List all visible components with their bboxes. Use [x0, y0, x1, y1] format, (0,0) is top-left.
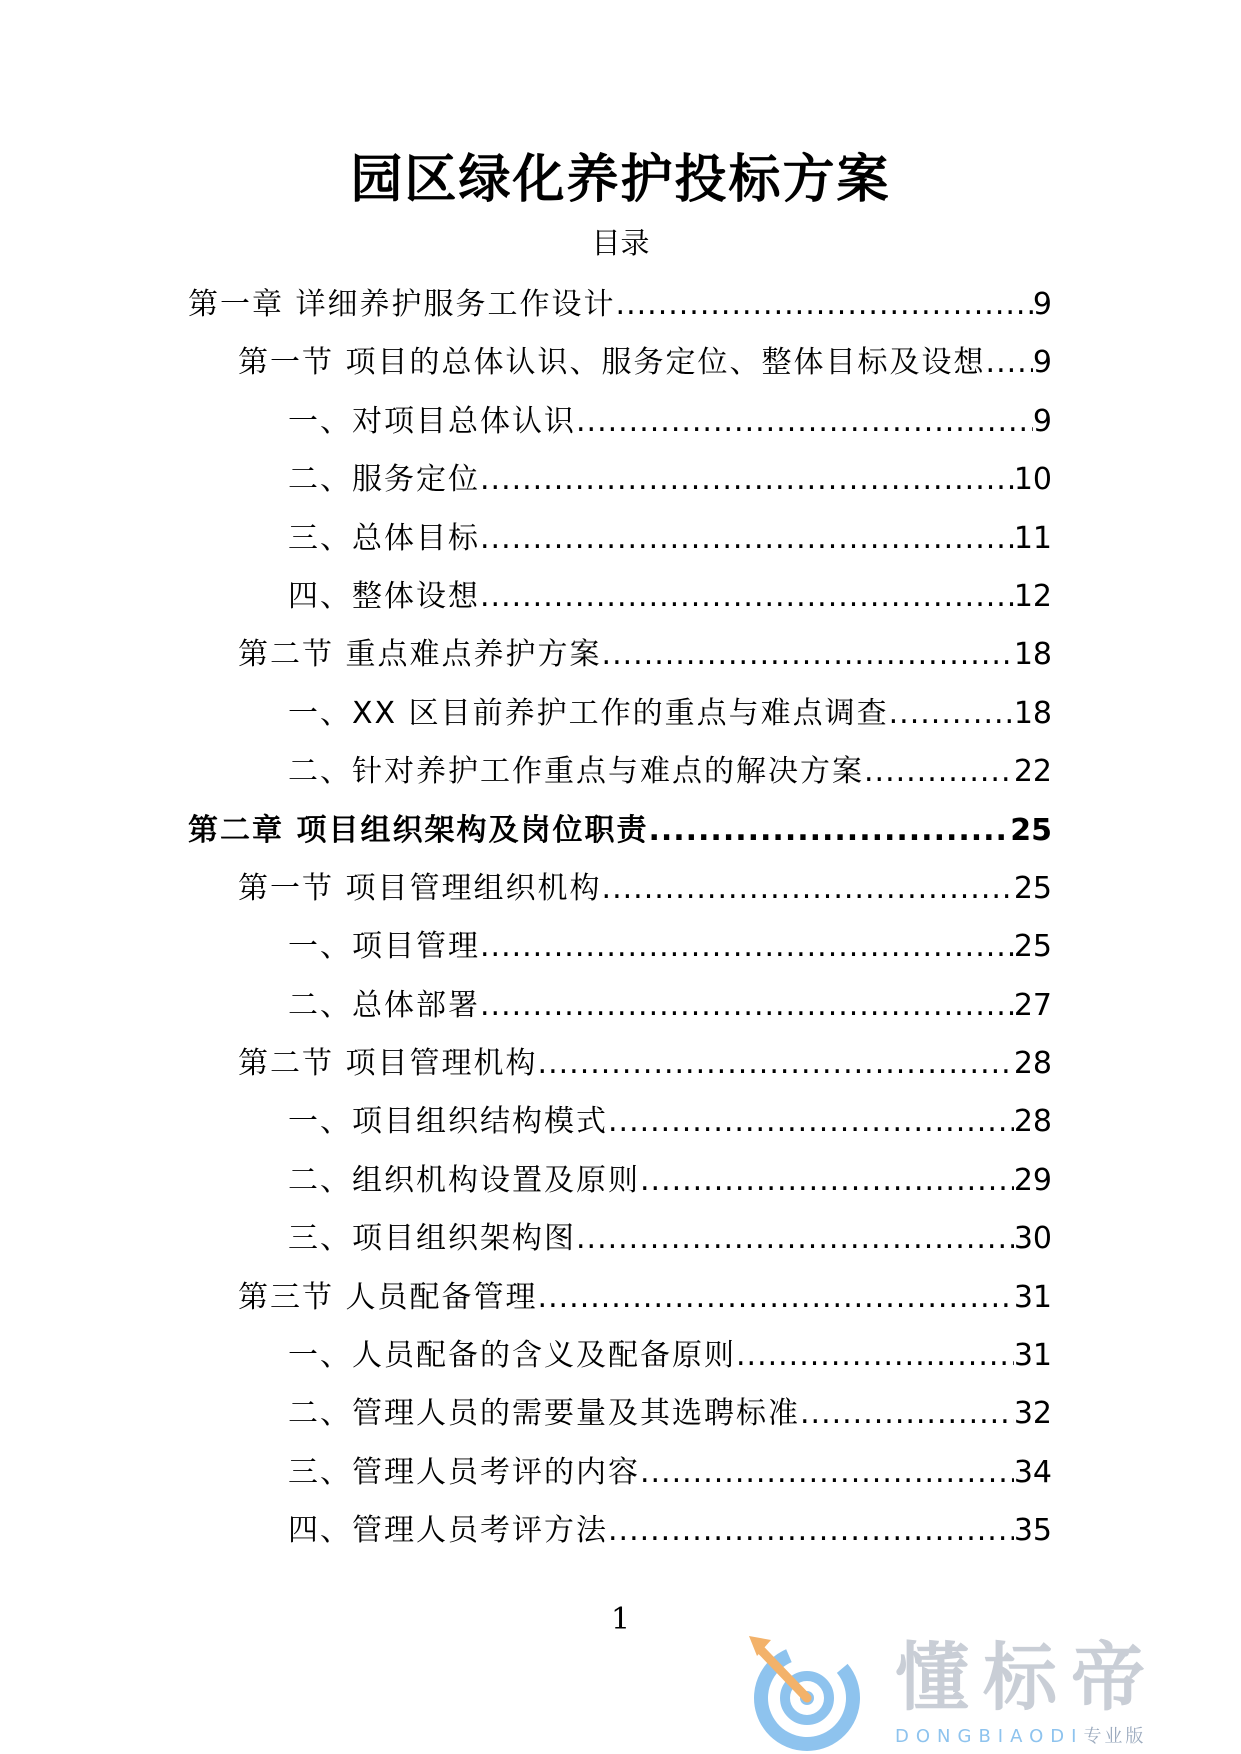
- toc-entry-label: 三、项目组织架构图: [288, 1221, 576, 1257]
- toc-entry-label: 二、管理人员的需要量及其选聘标准: [288, 1396, 800, 1432]
- toc-entry-page: 27: [1013, 987, 1052, 1023]
- toc-leader-dots: [602, 860, 1014, 918]
- toc-entry-page: 32: [1013, 1396, 1052, 1432]
- toc-entry-page: 35: [1013, 1513, 1052, 1549]
- toc-entry[interactable]: [0, 451, 1241, 509]
- toc-entry-label: 第三节 人员配备管理: [238, 1279, 538, 1315]
- toc-entry-label: 一、人员配备的含义及配备原则: [288, 1338, 736, 1374]
- toc-entry-page: 29: [1013, 1162, 1052, 1198]
- toc-leader-dots: [538, 1269, 1014, 1327]
- toc-entry[interactable]: [0, 1444, 1241, 1502]
- toc-entry-label: 一、项目组织结构模式: [288, 1104, 608, 1140]
- toc-entry-page: 34: [1013, 1454, 1052, 1490]
- toc-entry-label: 一、项目管理: [288, 929, 480, 965]
- toc-entry[interactable]: [0, 1327, 1241, 1385]
- toc-leader-dots: [480, 918, 1014, 976]
- toc-leader-dots: [640, 1152, 1014, 1210]
- toc-leader-dots: [864, 743, 1014, 801]
- toc-leader-dots: [648, 802, 1010, 860]
- toc-entry-label: 第一节 项目管理组织机构: [238, 870, 602, 906]
- watermark-name: 懂标帝: [895, 1635, 1159, 1721]
- toc-entry-label: 第二节 重点难点养护方案: [238, 637, 602, 673]
- toc-entry[interactable]: [0, 802, 1241, 860]
- toc-entry-label: 四、整体设想: [288, 578, 480, 614]
- toc-entry-page: 18: [1013, 695, 1052, 731]
- toc-entry[interactable]: [0, 1385, 1241, 1443]
- toc-leader-dots: [640, 1444, 1014, 1502]
- toc-entry-page: 28: [1013, 1046, 1052, 1082]
- toc-entry-label: 第二章 项目组织架构及岗位职责: [188, 812, 649, 848]
- toc-leader-dots: [608, 1502, 1014, 1560]
- toc-entry-page: 28: [1013, 1104, 1052, 1140]
- toc-entry[interactable]: [0, 1035, 1241, 1093]
- toc-entry-label: 二、组织机构设置及原则: [288, 1162, 640, 1198]
- toc-entry-page: 31: [1013, 1279, 1052, 1315]
- toc-entry[interactable]: [0, 1269, 1241, 1327]
- toc-leader-dots: [889, 685, 1014, 743]
- page-number: 1: [610, 1602, 631, 1637]
- toc-entry-page: 25: [1013, 870, 1052, 906]
- toc-entry-page: 9: [1032, 287, 1052, 322]
- toc-entry[interactable]: [0, 918, 1241, 976]
- toc-leader-dots: [576, 393, 1033, 451]
- toc-entry[interactable]: [0, 860, 1241, 918]
- toc-leader-dots: [480, 568, 1014, 626]
- toc-entry-page: 10: [1013, 462, 1052, 498]
- toc-entry-page: 18: [1013, 637, 1052, 673]
- toc-leader-dots: [538, 1035, 1014, 1093]
- watermark: [745, 1626, 1241, 1754]
- toc-entry[interactable]: [0, 1152, 1241, 1210]
- toc-heading: 目录: [591, 226, 650, 260]
- toc-entry-label: 二、针对养护工作重点与难点的解决方案: [288, 754, 864, 790]
- toc-entry-page: 12: [1013, 578, 1052, 614]
- toc-entry-label: 第一节 项目的总体认识、服务定位、整体目标及设想: [238, 345, 986, 381]
- toc-leader-dots: [480, 510, 1014, 568]
- table-of-contents: [0, 276, 1241, 1561]
- toc-leader-dots: [986, 334, 1033, 392]
- watermark-pinyin: DONGBIAODI: [895, 1726, 1084, 1747]
- toc-entry-label: 二、服务定位: [288, 462, 480, 498]
- toc-leader-dots: [480, 451, 1014, 509]
- watermark-subtitle: [895, 1726, 1146, 1748]
- toc-entry[interactable]: [0, 334, 1241, 392]
- toc-entry-label: 四、管理人员考评方法: [288, 1513, 608, 1549]
- toc-entry[interactable]: [0, 1093, 1241, 1151]
- toc-entry[interactable]: [0, 685, 1241, 743]
- toc-entry[interactable]: [0, 510, 1241, 568]
- toc-entry-page: 9: [1032, 345, 1052, 381]
- toc-leader-dots: [616, 276, 1033, 334]
- target-arrow-icon: [745, 1626, 875, 1754]
- toc-entry-page: 22: [1013, 754, 1052, 790]
- document-title: 园区绿化养护投标方案: [350, 150, 891, 210]
- toc-entry-page: 31: [1013, 1338, 1052, 1374]
- toc-entry[interactable]: [0, 977, 1241, 1035]
- toc-entry-page: 25: [1013, 929, 1052, 965]
- toc-leader-dots: [800, 1385, 1014, 1443]
- toc-entry-label: 三、管理人员考评的内容: [288, 1454, 640, 1490]
- toc-entry-label: 三、总体目标: [288, 520, 480, 556]
- toc-entry[interactable]: [0, 626, 1241, 684]
- toc-entry-label: 一、对项目总体认识: [288, 403, 576, 439]
- toc-entry-label: 二、总体部署: [288, 987, 480, 1023]
- toc-entry-page: 9: [1032, 403, 1052, 439]
- toc-leader-dots: [480, 977, 1014, 1035]
- toc-entry-page: 11: [1013, 520, 1052, 556]
- toc-entry-page: 30: [1013, 1221, 1052, 1257]
- toc-entry-label: 一、XX 区目前养护工作的重点与难点调查: [288, 695, 889, 731]
- toc-entry-label: 第一章 详细养护服务工作设计: [188, 287, 616, 322]
- toc-entry[interactable]: [0, 1502, 1241, 1560]
- toc-entry[interactable]: [0, 568, 1241, 626]
- toc-entry[interactable]: [0, 276, 1241, 334]
- toc-entry[interactable]: [0, 393, 1241, 451]
- toc-entry[interactable]: [0, 1210, 1241, 1268]
- toc-leader-dots: [576, 1210, 1014, 1268]
- toc-leader-dots: [602, 626, 1014, 684]
- toc-leader-dots: [608, 1093, 1014, 1151]
- toc-entry-page: 25: [1010, 812, 1052, 848]
- toc-entry-label: 第二节 项目管理机构: [238, 1046, 538, 1082]
- toc-leader-dots: [736, 1327, 1014, 1385]
- watermark-edition: 专业版: [1083, 1726, 1147, 1747]
- toc-entry[interactable]: [0, 743, 1241, 801]
